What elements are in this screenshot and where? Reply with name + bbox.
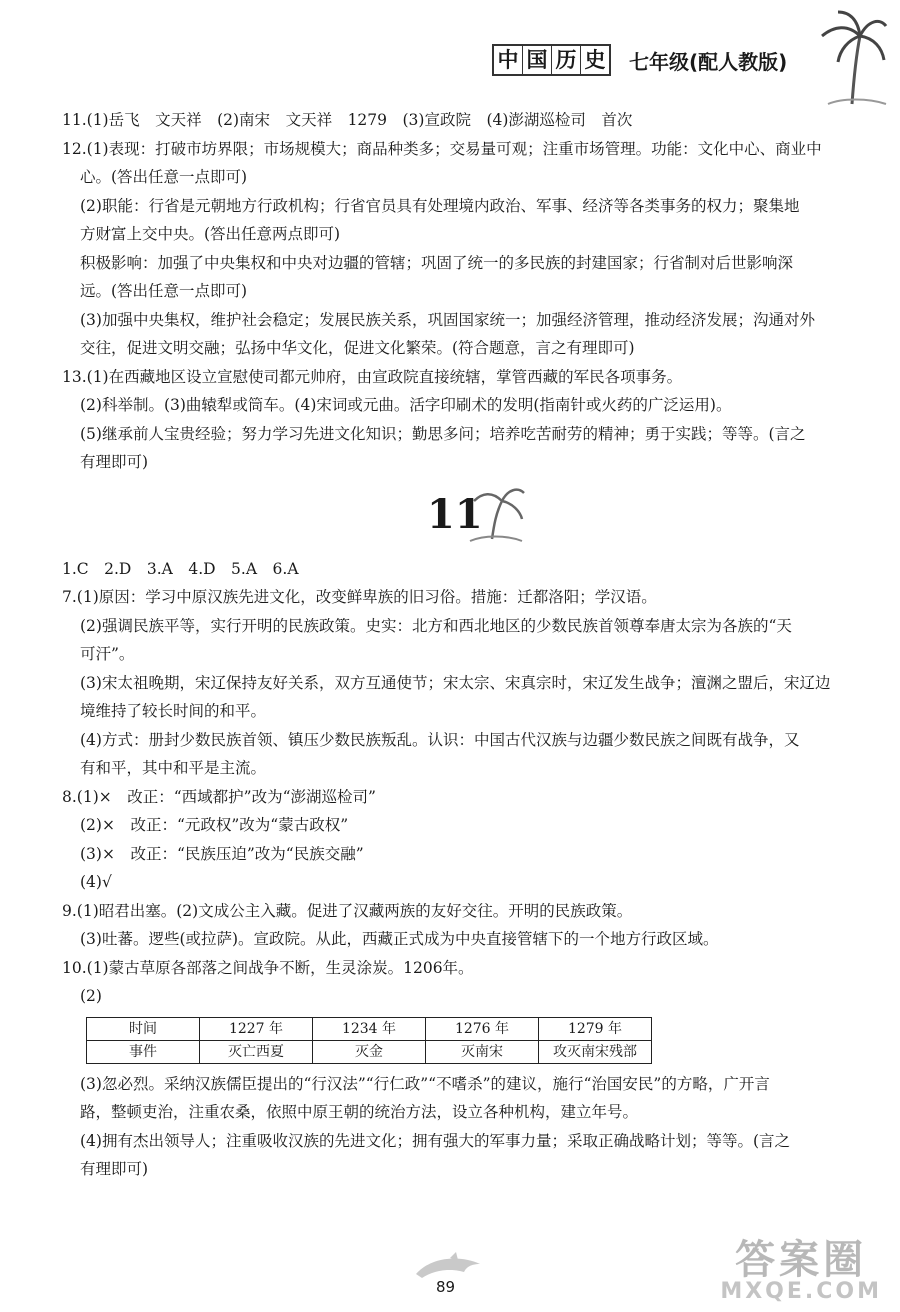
answer-line: 积极影响：加强了中央集权和中央对边疆的管辖；巩固了统一的多民族的封建国家；行省制对后世影响深 — [80, 253, 794, 272]
table-cell: 灭金 — [313, 1040, 426, 1063]
answer-line: (4)√ — [80, 873, 112, 891]
answer-line: (3)吐蕃。逻些(或拉萨)。宣政院。从此，西藏正式成为中央直接管辖下的一个地方行政区域。 — [80, 930, 719, 948]
palm-tree-icon — [808, 6, 888, 106]
answer-line: (4)方式：册封少数民族首领、镇压少数民族叛乱。认识：中国古代汉族与边疆少数民族之间既有战争，又 — [80, 730, 800, 749]
answer-line: 境维持了较长时间的和平。 — [80, 702, 267, 720]
answer-line: 有理即可) — [80, 1160, 149, 1178]
page-footer — [0, 1237, 900, 1312]
answer-line: (4)拥有杰出领导人；注重吸收汉族的先进文化；拥有强大的军事力量；采取正确战略计划；等等。(言之 — [80, 1131, 791, 1150]
answer-line: (2)× 改正：“元政权”改为“蒙古政权” — [80, 816, 349, 834]
answer-line: 11.(1)岳飞 文天祥 (2)南宋 文天祥 1279 (3)宣政院 (4)澎湖巡检司 首次 — [62, 111, 633, 129]
site-watermark — [720, 1228, 882, 1304]
table-cell: 1279 年 — [539, 1017, 652, 1040]
title-char: 国 — [523, 46, 552, 74]
answer-content — [62, 106, 842, 1184]
answer-line: (2)强调民族平等，实行开明的民族政策。史实：北方和西北地区的少数民族首领尊奉唐太宗为各族的“天 — [80, 616, 792, 635]
answer-line: 1.C 2.D 3.A 4.D 5.A 6.A — [62, 559, 299, 578]
answer-line: 方财富上交中央。(答出任意两点即可) — [80, 225, 341, 243]
answer-line: 12.(1)表现：打破市坊界限；市场规模大；商品种类多；交易量可观；注重市场管理。功能：文化中心、商业中 — [62, 139, 822, 158]
page-number: 89 — [436, 1278, 456, 1296]
answer-line: 9.(1)昭君出塞。(2)文成公主入藏。促进了汉藏两族的友好交往。开明的民族政策。 — [62, 901, 633, 920]
table-cell: 攻灭南宋残部 — [539, 1040, 652, 1063]
table-row — [87, 1040, 652, 1063]
answer-line: 13.(1)在西藏地区设立宣慰使司都元帅府，由宣政院直接统辖，掌管西藏的军民各项事务。 — [62, 367, 683, 386]
grade-label: 七年级(配人教版) — [629, 49, 788, 74]
table-cell: 时间 — [87, 1017, 200, 1040]
answer-line: 8.(1)× 改正：“西域都护”改为“澎湖巡检司” — [62, 787, 376, 806]
table-cell: 灭亡西夏 — [200, 1040, 313, 1063]
answer-line: (3)宋太祖晚期，宋辽保持友好关系，双方互通使节；宋太宗、宋真宗时，宋辽发生战争；澶渊之盟后，宋辽边 — [80, 673, 831, 692]
page-header — [0, 0, 900, 110]
answer-line: (5)继承前人宝贵经验；努力学习先进文化知识；勤思多问；培养吃苦耐劳的精神；勇于实践；等等。(言之 — [80, 424, 806, 443]
book-title — [492, 42, 787, 78]
table-cell: 1234 年 — [313, 1017, 426, 1040]
subject-title-boxes — [492, 44, 611, 76]
answer-line: 路，整顿吏治，注重农桑，依照中原王朝的统治方法，设立各种机构，建立年号。 — [80, 1103, 639, 1121]
answer-line: (3)× 改正：“民族压迫”改为“民族交融” — [80, 844, 364, 863]
title-char: 中 — [494, 46, 523, 74]
answer-line: (3)加强中央集权，维护社会稳定；发展民族关系，巩固国家统一；加强经济管理，推动经济发展；沟通对外 — [80, 310, 815, 329]
answer-line: 7.(1)原因：学习中原汉族先进文化，改变鲜卑族的旧习俗。措施：迁都洛阳；学汉语。 — [62, 588, 657, 606]
answer-line: 远。(答出任意一点即可) — [80, 282, 248, 300]
chapter-number: 11 — [427, 490, 483, 538]
title-char: 史 — [584, 47, 606, 72]
answer-line: (2)职能：行省是元朝地方行政机构；行省官员具有处理境内政治、军事、经济等各类事务的权力；聚集地 — [80, 196, 800, 215]
answer-line: 心。(答出任意一点即可) — [80, 168, 248, 186]
answer-line: 10.(1)蒙古草原各部落之间战争不断，生灵涂炭。1206年。 — [62, 958, 474, 977]
table-cell: 灭南宋 — [426, 1040, 539, 1063]
timeline-table — [86, 1017, 652, 1064]
answer-line: (2) — [80, 987, 102, 1005]
table-cell: 1227 年 — [200, 1017, 313, 1040]
answer-line: (3)忽必烈。采纳汉族儒臣提出的“行汉法”“行仁政”“不嗜杀”的建议，施行“治国安民”的方略，广开言 — [80, 1074, 770, 1093]
watermark-url: MXQE.COM — [720, 1279, 882, 1304]
watermark-text: 答案圈 — [735, 1237, 868, 1283]
answer-line: 交往，促进文明交融；弘扬中华文化，促进文化繁荣。(符合题意，言之有理即可) — [80, 339, 635, 357]
answer-line: 可汗”。 — [80, 645, 135, 663]
palm-island-icon — [462, 477, 532, 547]
answer-line: 有和平，其中和平是主流。 — [80, 759, 267, 777]
table-cell: 1276 年 — [426, 1017, 539, 1040]
answer-line: (2)科举制。(3)曲辕犁或筒车。(4)宋词或元曲。活字印刷术的发明(指南针或火药的广泛运用)。 — [80, 396, 732, 414]
answer-line: 有理即可) — [80, 453, 149, 471]
chapter-heading — [62, 477, 842, 555]
table-cell: 事件 — [87, 1040, 200, 1063]
title-char: 历 — [552, 46, 581, 74]
table-row — [87, 1017, 652, 1040]
